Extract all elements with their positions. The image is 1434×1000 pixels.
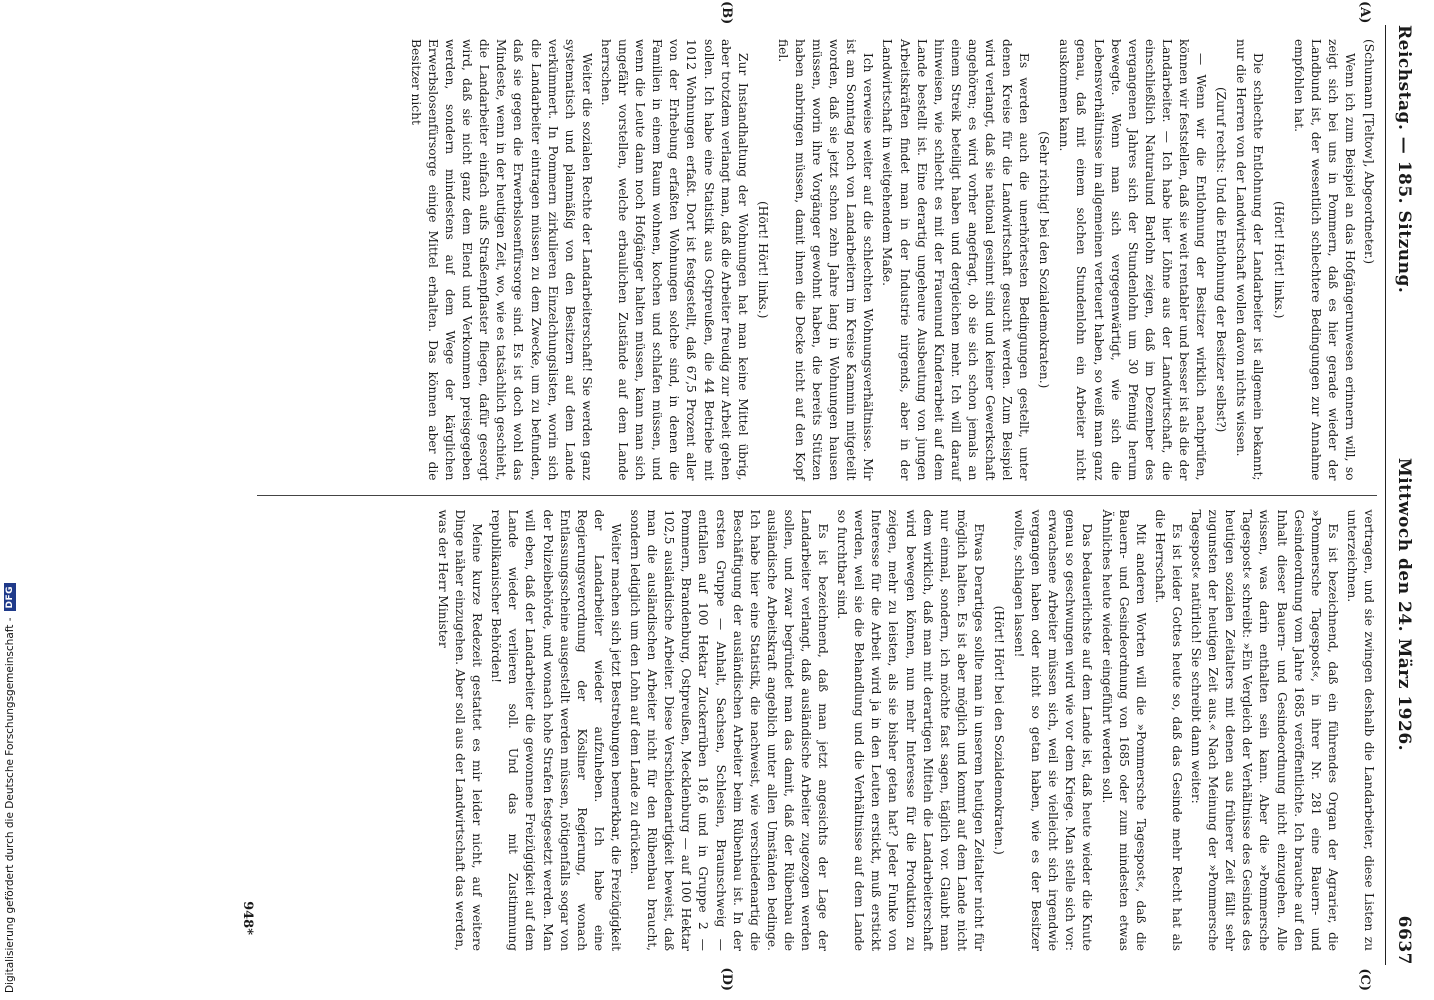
text-columns (257, 25, 1377, 965)
margin-mark-d: (D) (719, 967, 734, 991)
paragraph: Es ist bezeichnend, daß man jetzt angesichts der Lage der Landarbeiter verlangt, daß ausländische Arbeiter zugezogen werden sollen, und zwar begründet man das damit, daß der Rübenbau die ausländische Arbeitskraft angeblich unter allen Umständen bedinge. Ich habe hier eine Statistik, die nachweist, wie verschiedenartig die Beschäftigung der ausländischen Arbeiter beim Rübenbau ist. In der ersten Gruppe — Anhalt, Sachsen, Schlesien, Braunschweig — entfallen auf 100 Hektar Zuckerrüben 18,6 und in Gruppe 2 — Pommern, Brandenburg, Ostpreußen, Mecklenburg — auf 100 Hektar 102,5 ausländische Arbeiter. Diese Verschiedenartigkeit beweist, daß man die ausländischen Arbeiter nicht für den Rübenbau braucht, sondern lediglich um den Lohn auf dem Lande zu drücken. (628, 509, 831, 951)
header-left: Reichstag. — 185. Sitzung. (1394, 25, 1414, 294)
paragraph: Es ist bezeichnend, daß ein führendes Organ der Agrarier, die »Pommersche Tagespost«, in ihrer Nr. 281 eine Bauern- und Gesindeordnung vom Jahre 1685 veröffentlichte. Ich brauche auf den Inhalt dieser Bauern- und Gesindeordnung nicht einzugehen. Alle wissen, was darin enthalten sein kann. Aber die »Pommersche Tagespost« schreibt: »Ein Vergleich der Verhältnisse des Gesindes des heutigen sozialen Zeitalters mit denen aus früherer Zeit fällt sehr zugunsten der heutigen Zeit aus.« Nach Meinung der »Pommersche Tagespost« natürlich! Sie schreibt dann weiter: (1189, 509, 1340, 951)
left-column (257, 25, 1377, 495)
signature-mark: 948* (240, 901, 255, 935)
interjection: (Hört! Hört! links.) (755, 200, 770, 319)
margin-mark-a: (A) (1357, 1, 1372, 24)
header-center: Mittwoch den 24. März 1926. (1394, 457, 1414, 752)
paragraph: Ich verweise weiter auf die schlechten Wohnungsverhältnisse. Mir ist am Sonntag noch von Landarbeitern im Kreise Kammin mitgeteilt worden, daß sie jetzt schon zehn Jahre lang in Wohnungen hausen müssen, worin ihre Vorgänger gewohnt haben, die bereits Stützen haben anbringen müssen, damit ihnen die Decke nicht auf den Kopf fiel. (775, 39, 876, 481)
paragraph: Es werden auch die unerhörtesten Bedingungen gestellt, unter denen Kreise für die Landwirtschaft gesucht werden. Zum Beispiel wird verlangt, daß sie national gesinnt sind und keiner Gewerkschaft angehören; es wird vorher angefragt, ob sie sich schon jemals an einem Streik beteiligt haben und dergleichen mehr. Ich will darauf hinweisen, wie schlecht es mit der Frauenund Kinderarbeit auf dem Lande bestellt ist. Eine derartig ungeheure Ausbeutung von jungen Arbeitskräften findet man in der Industrie nirgends, aber in der Landwirtschaft in weitgehendem Maße. (880, 39, 1032, 481)
paragraph: Das bedauerlichste auf dem Lande ist, daß heute wieder die Knute genau so geschwungen wird wie vor dem Kriege. Man stelle sich vor: erwachsene Arbeiter müssen sich, weil sie vielleicht sich irgendwie vergangen haben oder nicht so getan haben, wie es der Besitzer wollte, schlagen lassen! (1012, 509, 1095, 951)
paragraph: Wenn ich zum Beispiel an das Hofgängerunwesen erinnern will, so zeigt sich bei uns in Pommern, daß es hier gerade wieder der Landbund ist, der wesentlich schlechtere Bedingungen zur Annahme empfohlen hat. (1291, 39, 1357, 481)
interjection: (Sehr richtig! bei den Sozialdemokraten.) (1037, 131, 1052, 389)
document-page (184, 0, 1434, 995)
page-header (1385, 25, 1414, 965)
interjection: (Hört! Hört! links.) (1271, 200, 1286, 319)
margin-mark-b: (B) (719, 1, 734, 25)
interjection: (Hört! Hört! bei den Sozialdemokraten.) (992, 605, 1007, 855)
paragraph: vertragen, und sie zwingen deshalb die Landarbeiter, diese Listen zu unterzeichnen. (1344, 509, 1376, 951)
dfg-logo-icon: DFG (4, 583, 16, 612)
paragraph: Weiter die sozialen Rechte der Landarbeiterschaft! Sie werden ganz systematisch und planmäßig von den Besitzern auf dem Lande verkümmert. In Pommern zirkulieren Einzelchungslisten, worin sich die Landarbeiter eintragen müssen zu dem Zwecke, um zu befunden, daß sie gegen die Erwerbslosenfürsorge sind. Es ist doch wohl das Mindeste, wenn in der heutigen Zeit, wo, wie es tatsächlich geschieht, die Landarbeiter einfach aufs Straßenpflaster fliegen, dafür gesorgt wird, daß sie nicht ganz dem Elend und Verkommen preisgegeben werden, sondern mindestens auf dem Wege der kärglichen Erwerbslosenfürsorge einige Mittel erhalten. Das können aber die Besitzer nicht (408, 39, 594, 481)
right-column (257, 495, 1377, 966)
paragraph: Mit anderen Worten will die »Pommersche Tagespost«, daß die Bauern- und Gesindeordnung von 1685 oder zum mindesten etwas Ähnliches heute wieder eingeführt werden soll. (1099, 509, 1148, 951)
credit-text: Digitalisierung gefördert durch die Deutsche Forschungsgemeinschaft - (4, 617, 16, 993)
digitization-credit (4, 583, 16, 993)
margin-mark-c: (C) (1357, 968, 1372, 991)
paragraph: — Wenn wir die Entlohnung der Besitzer wirklich nachprüfen, können wir feststellen, daß sie weit rentabler und besser ist als die der Landarbeiter. — Ich habe hier Löhne aus der Landwirtschaft, die einschließlich Naturalund Barlohn zeigen, daß im Dezember des vergangenen Jahres sich der Stundenlohn um 30 Pfennig herum bewegte. Wenn man sich vergegenwärtigt, wie sich die Lebensverhältnisse im allgemeinen verteuert haben, so weiß man ganz genau, daß mit einem solchen Stundenlohn ein Arbeiter nicht auskommen kann. (1057, 39, 1209, 481)
paragraph: Es ist leider Gottes heute so, daß das Gesinde mehr Recht hat als die Herrschaft. (1152, 509, 1184, 951)
paragraph: (Schumann [Teltow], Abgeordneter.) (1362, 39, 1376, 265)
paragraph: Meine kurze Redezeit gestattet es mir leider nicht, auf weitere Dinge näher einzugehen. Aber soll aus der Landwirtschaft das werden, was der Herr Minister (436, 509, 485, 951)
paragraph: Weiter machen sich jetzt Bestrebungen bemerkbar, die Freizügigkeit der Landarbeiter wieder aufzuheben. Ich habe eine Regierungsverordnung der Kösliner Regierung, wonach Entlassungsscheine ausgestellt werden müssen, nötigenfalls sogar von der Polizeibehörde, und wonach hohe Strafen festgesetzt werden. Man will eben, daß der Landarbeiter die gewonnene Freizügigkeit auf dem Lande wieder verlieren soll. Und das mit Zustimmung republikanischer Behörden! (489, 509, 623, 951)
page-number: 6637 (1394, 915, 1414, 965)
paragraph: Etwas Derartiges sollte man in unserem heutigen Zeitalter nicht für möglich halten. Es ist aber möglich und kommt auf dem Lande nicht nur einmal, sondern, ich möchte fast sagen, täglich vor. Glaubt man dem wirklich, daß man mit derartigen Mitteln die Landarbeiterschaft wird bewegen können, nun mehr Interesse für die Produktion zu zeigen, mehr zu leisten, als sie bisher getan hat? Jeder Funke von Interesse für die Arbeit wird ja in den Leuten erstickt, muß erstickt werden, weil sie die Behandlung und die Verhältnisse auf dem Lande so furchtbar sind. (835, 509, 986, 951)
paragraph: Die schlechte Entlohnung der Landarbeiter ist allgemein bekannt; nur die Herren von der Landwirtschaft wollen davon nichts wissen. (1234, 39, 1266, 481)
interjection: (Zuruf rechts: Und die Entlohnung der Besitzer selbst?) (1214, 87, 1229, 433)
paragraph: Zur Instandhaltung der Wohnungen hat man keine Mittel übrig, aber trotzdem verlangt man, daß die Arbeiter freudig zur Arbeit gehen sollen. Ich habe eine Statistik aus Ostpreußen, die 44 Betriebe mit 1012 Wohnungen erfaßt. Dort ist festgestellt, daß 67,5 Prozent aller von der Erhebung erfaßten Wohnungen solche sind, in denen die Familien in einem Raum wohnen, kochen und schlafen müssen, und wenn die Leute dann noch Hofgänger halten müssen, kann man sich ungefähr vorstellen, welche erbaulichen Zustände auf dem Lande herrschen. (598, 39, 750, 481)
